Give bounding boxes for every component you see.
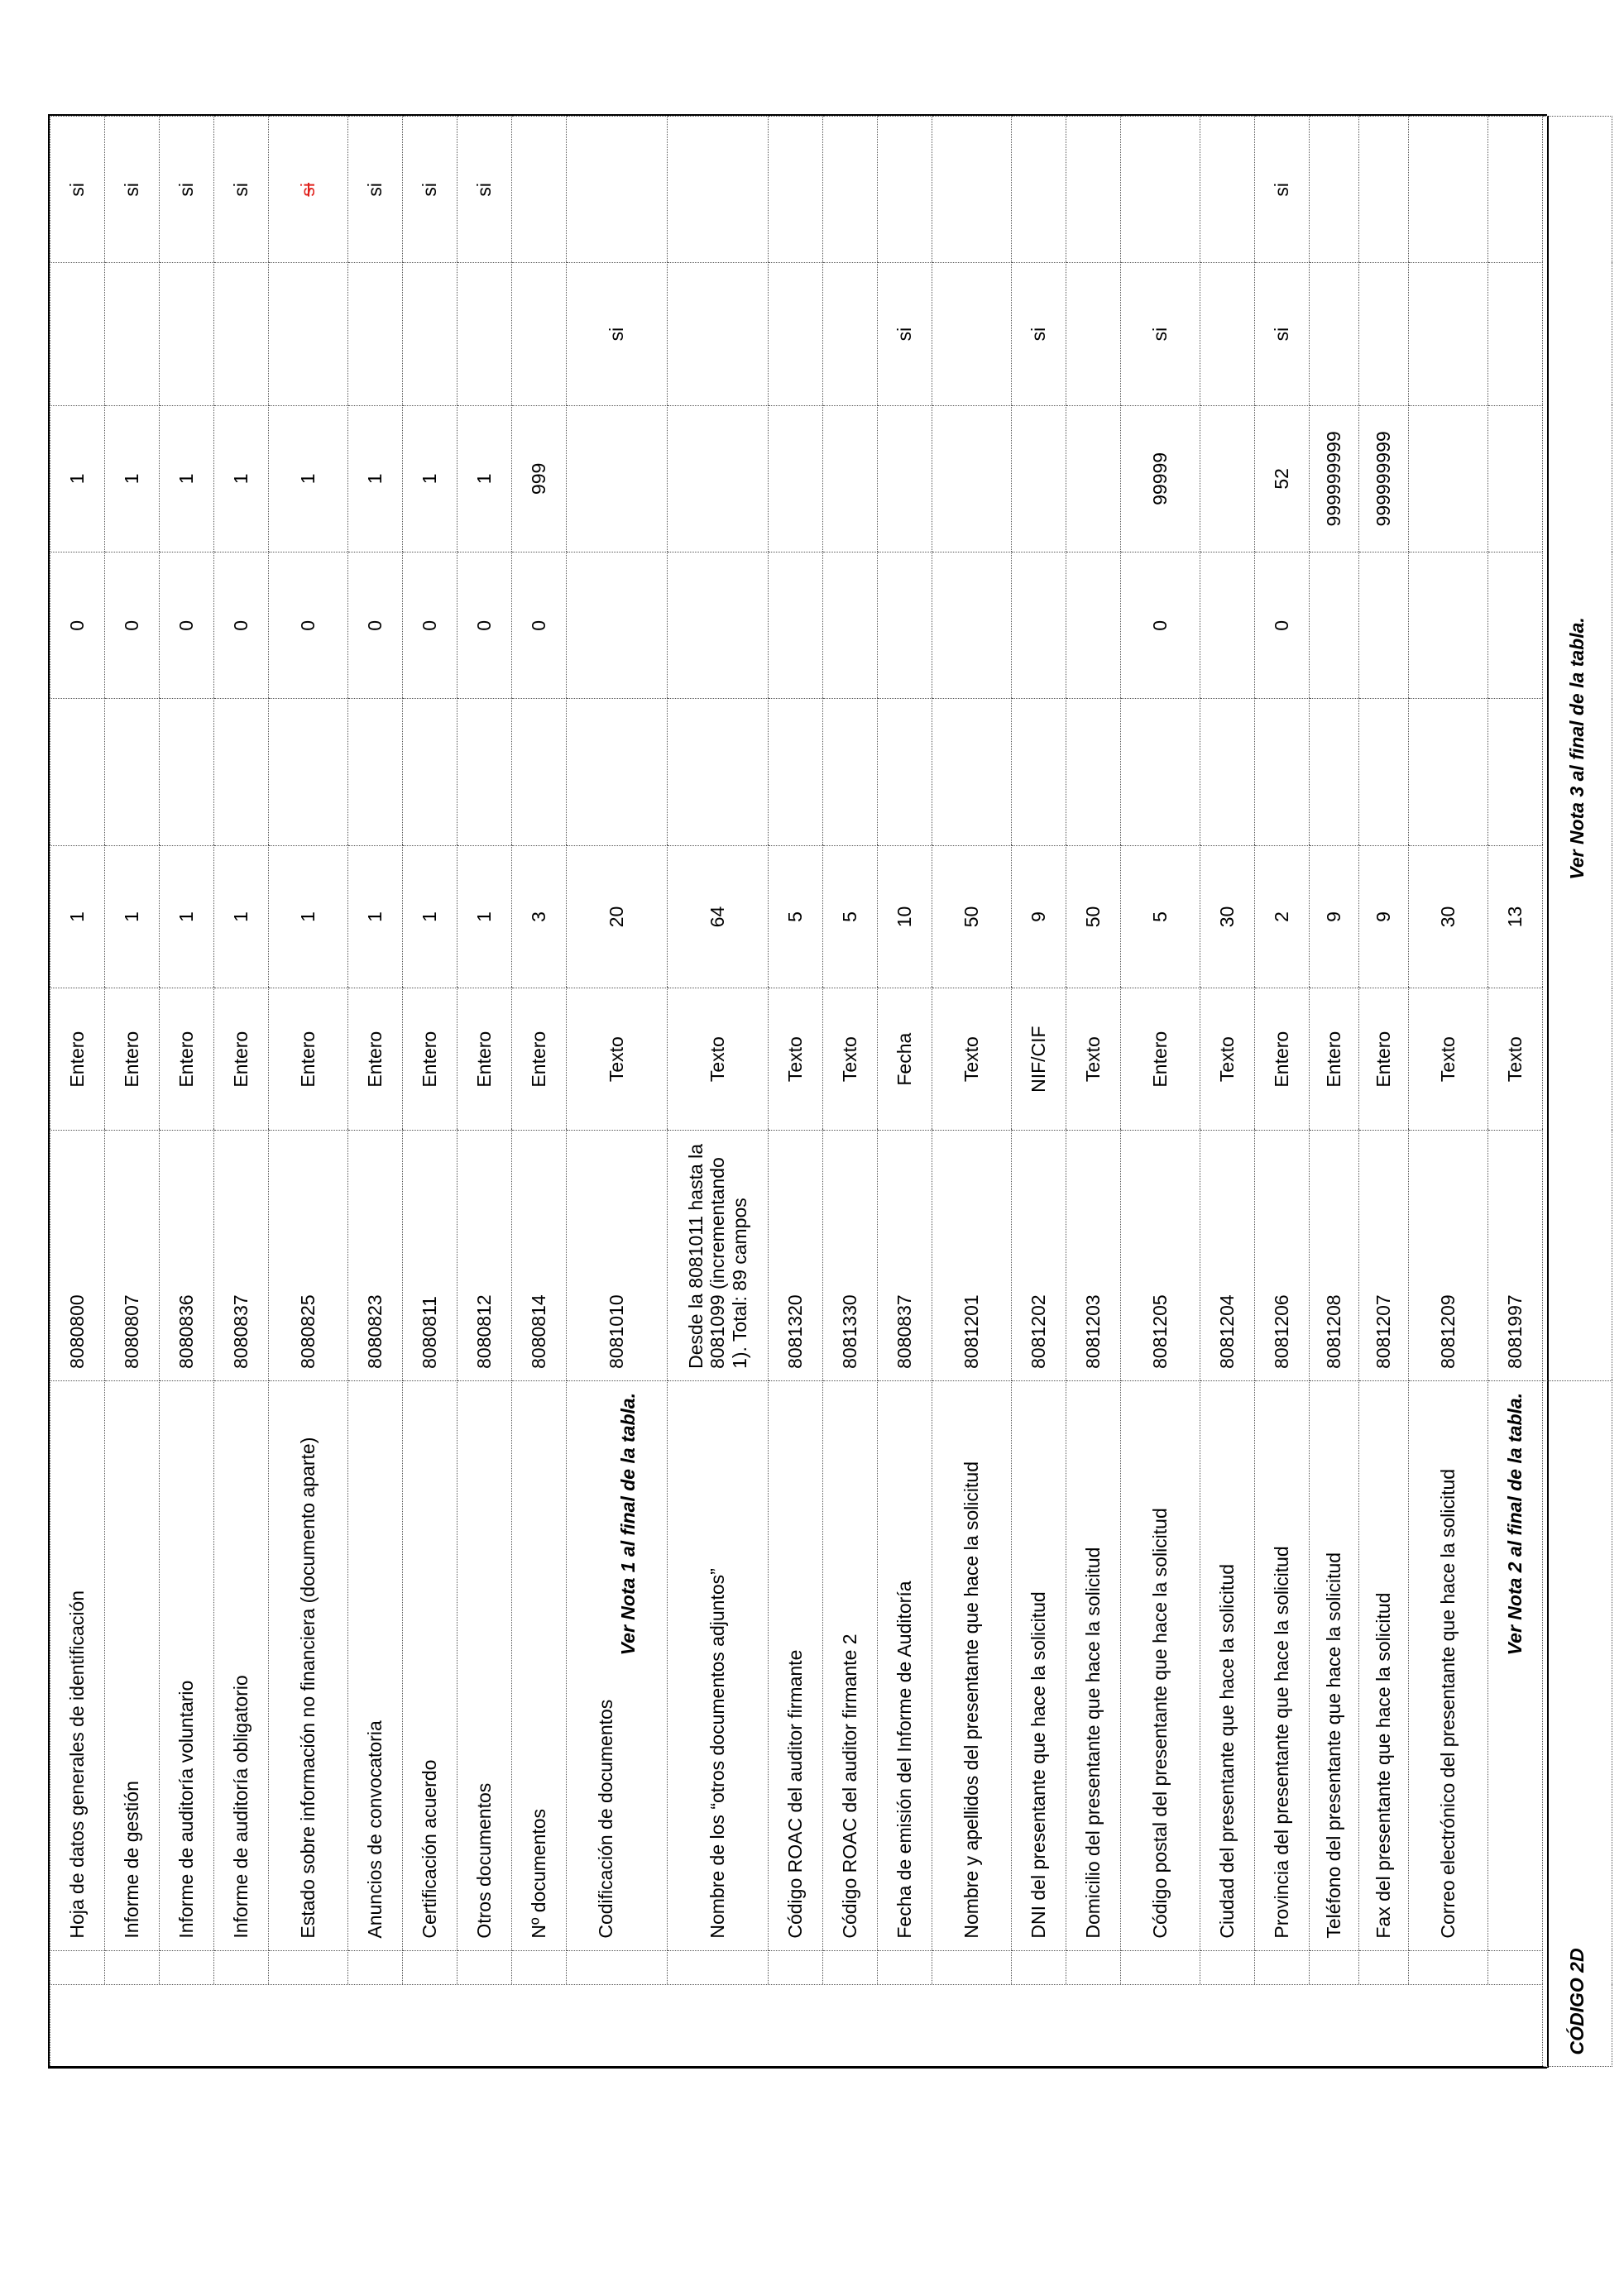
table-row bbox=[50, 117, 105, 2068]
row-index-cell bbox=[160, 1950, 214, 1985]
field-flag1-cell bbox=[1409, 263, 1488, 405]
table-row bbox=[1066, 117, 1121, 2068]
field-type-cell: Texto bbox=[932, 988, 1012, 1131]
field-type-cell: Entero bbox=[1359, 988, 1409, 1131]
field-flag1-cell bbox=[512, 263, 567, 405]
field-length-cell: 30 bbox=[1200, 845, 1255, 988]
field-label: Hoja de datos generales de identificación bbox=[66, 1590, 89, 1939]
field-code-cell: 8081330 bbox=[823, 1131, 878, 1381]
table-row bbox=[1488, 117, 1543, 2068]
field-type-cell: Entero bbox=[512, 988, 567, 1131]
footer-title: CÓDIGO 2D bbox=[1543, 1380, 1612, 2067]
field-flag2-cell: si bbox=[50, 117, 105, 263]
field-flag1-cell: si bbox=[1121, 263, 1200, 405]
field-min-cell bbox=[1409, 552, 1488, 699]
field-label-cell bbox=[1066, 1380, 1121, 1950]
table-row bbox=[105, 117, 160, 2068]
row-index-cell bbox=[105, 1950, 160, 1985]
field-type-cell: Entero bbox=[1255, 988, 1310, 1131]
field-code-cell: 8081206 bbox=[1255, 1131, 1310, 1381]
field-flag2-cell: si bbox=[348, 117, 403, 263]
field-min-cell bbox=[878, 552, 932, 699]
field-max-cell bbox=[1200, 405, 1255, 552]
row-index-cell bbox=[668, 1950, 769, 1985]
row-index-cell bbox=[567, 1950, 668, 1985]
field-flag2-cell bbox=[823, 117, 878, 263]
field-max-cell: 52 bbox=[1255, 405, 1310, 552]
field-min-cell bbox=[932, 552, 1012, 699]
field-length-cell: 1 bbox=[403, 845, 457, 988]
empty-cell bbox=[567, 699, 668, 845]
field-label-cell bbox=[668, 1380, 769, 1950]
field-length-cell: 5 bbox=[823, 845, 878, 988]
field-type-cell: Entero bbox=[160, 988, 214, 1131]
field-flag1-cell bbox=[823, 263, 878, 405]
field-type-cell: Entero bbox=[1310, 988, 1359, 1131]
field-label-cell bbox=[1359, 1380, 1409, 1950]
field-max-cell: 1 bbox=[105, 405, 160, 552]
field-code-cell: 8080825 bbox=[269, 1131, 348, 1381]
field-min-cell: 0 bbox=[269, 552, 348, 699]
field-length-cell: 9 bbox=[1359, 845, 1409, 988]
field-length-cell: 5 bbox=[769, 845, 823, 988]
empty-cell bbox=[512, 699, 567, 845]
field-code-cell: 8081207 bbox=[1359, 1131, 1409, 1381]
field-max-cell: 1 bbox=[403, 405, 457, 552]
field-label-cell bbox=[1200, 1380, 1255, 1950]
field-length-cell: 20 bbox=[567, 845, 668, 988]
field-code-cell: 8080837 bbox=[214, 1131, 269, 1381]
field-max-cell: 999 bbox=[512, 405, 567, 552]
row-index-cell bbox=[269, 1950, 348, 1985]
field-length-cell: 1 bbox=[50, 845, 105, 988]
table-footer-row bbox=[1543, 117, 1612, 2068]
field-flag2-cell bbox=[1488, 117, 1543, 263]
field-label-cell bbox=[1488, 1380, 1543, 1950]
field-flag2-cell bbox=[1012, 117, 1066, 263]
field-type-cell: Entero bbox=[1121, 988, 1200, 1131]
row-index-cell bbox=[457, 1950, 512, 1985]
table-row bbox=[878, 117, 932, 2068]
field-label: Teléfono del presentante que hace la solicitud bbox=[1323, 1552, 1345, 1939]
table-row bbox=[269, 117, 348, 2068]
field-label: Informe de auditoría voluntario bbox=[175, 1680, 198, 1939]
field-length-cell: 1 bbox=[457, 845, 512, 988]
field-label: Nombre y apellidos del presentante que hace la solicitud bbox=[961, 1461, 983, 1939]
field-max-cell: 1 bbox=[50, 405, 105, 552]
field-length-cell: 1 bbox=[214, 845, 269, 988]
field-type-cell: Texto bbox=[823, 988, 878, 1131]
field-label-cell bbox=[878, 1380, 932, 1950]
field-type-cell: Texto bbox=[567, 988, 668, 1131]
field-code-cell: 8080836 bbox=[160, 1131, 214, 1381]
field-code-cell: 8081205 bbox=[1121, 1131, 1200, 1381]
field-min-cell bbox=[567, 552, 668, 699]
field-label: Domicilio del presentante que hace la solicitud bbox=[1082, 1547, 1104, 1939]
field-type-cell: Texto bbox=[1066, 988, 1121, 1131]
empty-cell bbox=[823, 699, 878, 845]
field-label: Fecha de emisión del Informe de Auditoría bbox=[893, 1581, 916, 1939]
field-flag2-cell bbox=[1359, 117, 1409, 263]
field-flag1-cell bbox=[214, 263, 269, 405]
table-row bbox=[512, 117, 567, 2068]
field-max-cell: 999999999 bbox=[1310, 405, 1359, 552]
field-type-cell: Entero bbox=[269, 988, 348, 1131]
field-max-cell: 1 bbox=[348, 405, 403, 552]
field-type-cell: Entero bbox=[50, 988, 105, 1131]
row-index-cell bbox=[512, 1950, 567, 1985]
field-flag2-cell bbox=[769, 117, 823, 263]
field-code-cell: 8081209 bbox=[1409, 1131, 1488, 1381]
field-label-cell bbox=[50, 1380, 105, 1950]
row-index-cell bbox=[1409, 1950, 1488, 1985]
field-min-cell: 0 bbox=[214, 552, 269, 699]
row-index-cell bbox=[1066, 1950, 1121, 1985]
field-min-cell: 0 bbox=[160, 552, 214, 699]
field-flag1-cell bbox=[1310, 263, 1359, 405]
row-index-cell bbox=[1359, 1950, 1409, 1985]
row-index-cell bbox=[214, 1950, 269, 1985]
table-row bbox=[1200, 117, 1255, 2068]
empty-cell bbox=[160, 699, 214, 845]
empty-cell bbox=[668, 699, 769, 845]
row-index-cell bbox=[50, 1950, 105, 1985]
row-index-cell bbox=[878, 1950, 932, 1985]
field-label-cell bbox=[769, 1380, 823, 1950]
field-min-cell: 0 bbox=[50, 552, 105, 699]
field-flag1-cell bbox=[769, 263, 823, 405]
empty-cell bbox=[1488, 699, 1543, 845]
field-code-cell: 8081997 bbox=[1488, 1131, 1543, 1381]
empty-cell bbox=[932, 699, 1012, 845]
field-length-cell: 50 bbox=[932, 845, 1012, 988]
field-length-cell: 9 bbox=[1012, 845, 1066, 988]
field-length-cell: 9 bbox=[1310, 845, 1359, 988]
field-length-cell: 1 bbox=[348, 845, 403, 988]
field-label-cell bbox=[1012, 1380, 1066, 1950]
field-flag1-cell bbox=[50, 263, 105, 405]
field-min-cell: 0 bbox=[105, 552, 160, 699]
field-flag1-cell bbox=[160, 263, 214, 405]
field-flag2-cell bbox=[567, 117, 668, 263]
field-flag2-cell: si bbox=[269, 117, 348, 263]
field-min-cell bbox=[1488, 552, 1543, 699]
empty-cell bbox=[1255, 699, 1310, 845]
field-max-cell bbox=[1488, 405, 1543, 552]
field-min-cell bbox=[1012, 552, 1066, 699]
empty-cell bbox=[1012, 699, 1066, 845]
field-type-cell: Entero bbox=[105, 988, 160, 1131]
field-flag2-cell bbox=[1409, 117, 1488, 263]
field-min-cell bbox=[1200, 552, 1255, 699]
field-min-cell bbox=[668, 552, 769, 699]
field-type-cell: Entero bbox=[457, 988, 512, 1131]
field-type-cell: Texto bbox=[1200, 988, 1255, 1131]
field-label-cell bbox=[512, 1380, 567, 1950]
field-min-cell bbox=[1066, 552, 1121, 699]
field-flag2-cell bbox=[1121, 117, 1200, 263]
row-index-cell bbox=[403, 1950, 457, 1985]
field-label: Fax del presentante que hace la solicitud bbox=[1372, 1592, 1395, 1939]
empty-cell bbox=[50, 699, 105, 845]
empty-cell bbox=[1409, 699, 1488, 845]
field-length-cell: 10 bbox=[878, 845, 932, 988]
field-label: Anuncios de convocatoria bbox=[364, 1720, 386, 1939]
field-flag1-cell bbox=[348, 263, 403, 405]
empty-cell bbox=[1310, 699, 1359, 845]
field-code-cell: Desde la 8081011 hasta la 8081099 (incrementando 1). Total: 89 campos bbox=[668, 1131, 769, 1381]
field-length-cell: 30 bbox=[1409, 845, 1488, 988]
field-max-cell: 1 bbox=[457, 405, 512, 552]
field-flag1-cell bbox=[457, 263, 512, 405]
field-label: Codificación de documentos bbox=[595, 1699, 617, 1939]
field-flag1-cell: si bbox=[878, 263, 932, 405]
field-code-cell: 8080811 bbox=[403, 1131, 457, 1381]
field-label: Nombre de los “otros documentos adjuntos” bbox=[707, 1568, 729, 1939]
field-type-cell: Fecha bbox=[878, 988, 932, 1131]
field-flag1-cell bbox=[269, 263, 348, 405]
field-flag2-cell: si bbox=[1255, 117, 1310, 263]
field-max-cell bbox=[668, 405, 769, 552]
field-definition-table bbox=[50, 116, 1612, 2068]
field-label-cell bbox=[1121, 1380, 1200, 1950]
field-flag2-cell: si bbox=[214, 117, 269, 263]
field-flag1-cell: si bbox=[1255, 263, 1310, 405]
field-type-cell: Entero bbox=[348, 988, 403, 1131]
field-code-cell: 8080823 bbox=[348, 1131, 403, 1381]
field-note: Ver Nota 2 al final de la tabla. bbox=[1504, 1392, 1526, 1656]
field-label-cell bbox=[348, 1380, 403, 1950]
field-code-cell: 8080812 bbox=[457, 1131, 512, 1381]
row-index-cell bbox=[348, 1950, 403, 1985]
table-row bbox=[567, 117, 668, 2068]
empty-cell bbox=[1359, 699, 1409, 845]
table-row bbox=[1310, 117, 1359, 2068]
empty-cell bbox=[769, 699, 823, 845]
table-row bbox=[823, 117, 878, 2068]
field-label: Otros documentos bbox=[473, 1782, 496, 1939]
field-label-cell bbox=[403, 1380, 457, 1950]
table-row bbox=[403, 117, 457, 2068]
field-flag1-cell: si bbox=[1012, 263, 1066, 405]
field-flag2-cell bbox=[932, 117, 1012, 263]
field-max-cell bbox=[769, 405, 823, 552]
field-length-cell: 1 bbox=[105, 845, 160, 988]
field-flag2-cell bbox=[878, 117, 932, 263]
field-label: DNI del presentante que hace la solicitud bbox=[1028, 1591, 1050, 1939]
field-length-cell: 5 bbox=[1121, 845, 1200, 988]
field-max-cell: 1 bbox=[269, 405, 348, 552]
category-cell bbox=[50, 1985, 1543, 2067]
field-flag2-cell: si bbox=[160, 117, 214, 263]
table-row bbox=[668, 117, 769, 2068]
empty-cell bbox=[403, 699, 457, 845]
field-length-cell: 1 bbox=[269, 845, 348, 988]
field-label: Ciudad del presentante que hace la solicitud bbox=[1216, 1563, 1238, 1939]
row-index-cell bbox=[1200, 1950, 1255, 1985]
field-max-cell bbox=[878, 405, 932, 552]
field-flag1-cell bbox=[1066, 263, 1121, 405]
field-length-cell: 13 bbox=[1488, 845, 1543, 988]
table-row bbox=[1121, 117, 1200, 2068]
field-label-cell bbox=[1310, 1380, 1359, 1950]
empty-cell bbox=[269, 699, 348, 845]
field-label: Correo electrónico del presentante que hace la solicitud bbox=[1437, 1468, 1459, 1939]
field-length-cell: 3 bbox=[512, 845, 567, 988]
field-flag1-cell bbox=[1488, 263, 1543, 405]
field-flag1-cell bbox=[1359, 263, 1409, 405]
field-length-cell: 50 bbox=[1066, 845, 1121, 988]
field-length-cell: 64 bbox=[668, 845, 769, 988]
field-label-cell bbox=[457, 1380, 512, 1950]
field-label-cell bbox=[160, 1380, 214, 1950]
field-label: Estado sobre información no financiera (documento aparte) bbox=[297, 1437, 319, 1939]
field-max-cell: 99999 bbox=[1121, 405, 1200, 552]
field-flag2-cell bbox=[1066, 117, 1121, 263]
field-max-cell bbox=[823, 405, 878, 552]
table-row bbox=[932, 117, 1012, 2068]
empty-cell bbox=[105, 699, 160, 845]
row-index-cell bbox=[1012, 1950, 1066, 1985]
field-type-cell: Entero bbox=[214, 988, 269, 1131]
field-flag2-cell bbox=[668, 117, 769, 263]
field-type-cell: Texto bbox=[1488, 988, 1543, 1131]
table-row bbox=[1359, 117, 1409, 2068]
field-label-cell bbox=[269, 1380, 348, 1950]
field-label: Certificación acuerdo bbox=[419, 1759, 441, 1939]
field-code-cell: 8081202 bbox=[1012, 1131, 1066, 1381]
field-min-cell bbox=[1359, 552, 1409, 699]
field-code-cell: 8081201 bbox=[932, 1131, 1012, 1381]
table-row bbox=[348, 117, 403, 2068]
row-index-cell bbox=[1121, 1950, 1200, 1985]
field-max-cell bbox=[1012, 405, 1066, 552]
empty-cell bbox=[457, 699, 512, 845]
field-min-cell: 0 bbox=[1121, 552, 1200, 699]
field-flag1-cell bbox=[668, 263, 769, 405]
field-min-cell: 0 bbox=[512, 552, 567, 699]
field-flag2-cell bbox=[1310, 117, 1359, 263]
row-index-cell bbox=[1488, 1950, 1543, 1985]
table-row bbox=[769, 117, 823, 2068]
field-flag2-cell bbox=[1200, 117, 1255, 263]
field-min-cell: 0 bbox=[1255, 552, 1310, 699]
field-code-cell: 8080837 bbox=[878, 1131, 932, 1381]
field-code-cell: 8081320 bbox=[769, 1131, 823, 1381]
field-label: Provincia del presentante que hace la solicitud bbox=[1271, 1546, 1293, 1939]
field-max-cell bbox=[1409, 405, 1488, 552]
field-code-cell: 8080807 bbox=[105, 1131, 160, 1381]
row-index-cell bbox=[1310, 1950, 1359, 1985]
empty-cell bbox=[348, 699, 403, 845]
table-row bbox=[457, 117, 512, 2068]
table-row bbox=[1409, 117, 1488, 2068]
field-code-cell: 8080800 bbox=[50, 1131, 105, 1381]
field-max-cell: 999999999 bbox=[1359, 405, 1409, 552]
field-type-cell: Texto bbox=[1409, 988, 1488, 1131]
table-row bbox=[214, 117, 269, 2068]
field-flag2-cell bbox=[512, 117, 567, 263]
field-label: Nº documentos bbox=[528, 1808, 550, 1939]
field-type-cell: Texto bbox=[769, 988, 823, 1131]
field-flag1-cell bbox=[932, 263, 1012, 405]
footer-note: Ver Nota 3 al final de la tabla. bbox=[1543, 117, 1612, 1381]
row-index-cell bbox=[1255, 1950, 1310, 1985]
field-label-cell bbox=[932, 1380, 1012, 1950]
row-index-cell bbox=[769, 1950, 823, 1985]
field-label: Código ROAC del auditor firmante 2 bbox=[839, 1634, 861, 1939]
empty-cell bbox=[1121, 699, 1200, 845]
field-max-cell bbox=[932, 405, 1012, 552]
field-flag1-cell bbox=[105, 263, 160, 405]
field-label-cell bbox=[105, 1380, 160, 1950]
field-flag1-cell bbox=[1200, 263, 1255, 405]
field-max-cell bbox=[1066, 405, 1121, 552]
field-min-cell bbox=[823, 552, 878, 699]
field-code-cell: 8081208 bbox=[1310, 1131, 1359, 1381]
field-flag1-cell bbox=[403, 263, 457, 405]
field-note: Ver Nota 1 al final de la tabla. bbox=[616, 1392, 639, 1656]
field-label-cell bbox=[1409, 1380, 1488, 1950]
table-row bbox=[1012, 117, 1066, 2068]
field-min-cell bbox=[1310, 552, 1359, 699]
field-flag2-cell: si bbox=[105, 117, 160, 263]
field-label-cell bbox=[567, 1380, 668, 1950]
field-flag2-cell: si bbox=[403, 117, 457, 263]
field-label: Código ROAC del auditor firmante bbox=[784, 1649, 807, 1939]
empty-cell bbox=[878, 699, 932, 845]
field-label: Informe de gestión bbox=[121, 1781, 143, 1939]
field-min-cell bbox=[769, 552, 823, 699]
row-index-cell bbox=[823, 1950, 878, 1985]
field-flag1-cell: si bbox=[567, 263, 668, 405]
field-min-cell: 0 bbox=[348, 552, 403, 699]
field-code-cell: 8081203 bbox=[1066, 1131, 1121, 1381]
field-length-cell: 1 bbox=[160, 845, 214, 988]
field-flag2-cell: si bbox=[457, 117, 512, 263]
table-row bbox=[1255, 117, 1310, 2068]
field-label-cell bbox=[823, 1380, 878, 1950]
field-min-cell: 0 bbox=[403, 552, 457, 699]
field-type-cell: Entero bbox=[403, 988, 457, 1131]
field-max-cell: 1 bbox=[214, 405, 269, 552]
field-min-cell: 0 bbox=[457, 552, 512, 699]
field-type-cell: Texto bbox=[668, 988, 769, 1131]
field-type-cell: NIF/CIF bbox=[1012, 988, 1066, 1131]
field-label: Informe de auditoría obligatorio bbox=[230, 1675, 252, 1939]
field-code-cell: 8081010 bbox=[567, 1131, 668, 1381]
empty-cell bbox=[1200, 699, 1255, 845]
table-row bbox=[160, 117, 214, 2068]
field-label-cell bbox=[1255, 1380, 1310, 1950]
empty-cell bbox=[214, 699, 269, 845]
field-code-cell: 8080814 bbox=[512, 1131, 567, 1381]
row-index-cell bbox=[932, 1950, 1012, 1985]
field-max-cell bbox=[567, 405, 668, 552]
field-code-cell: 8081204 bbox=[1200, 1131, 1255, 1381]
field-label: Código postal del presentante que hace la solicitud bbox=[1149, 1508, 1171, 1939]
field-max-cell: 1 bbox=[160, 405, 214, 552]
field-length-cell: 2 bbox=[1255, 845, 1310, 988]
empty-cell bbox=[1066, 699, 1121, 845]
field-label-cell bbox=[214, 1380, 269, 1950]
